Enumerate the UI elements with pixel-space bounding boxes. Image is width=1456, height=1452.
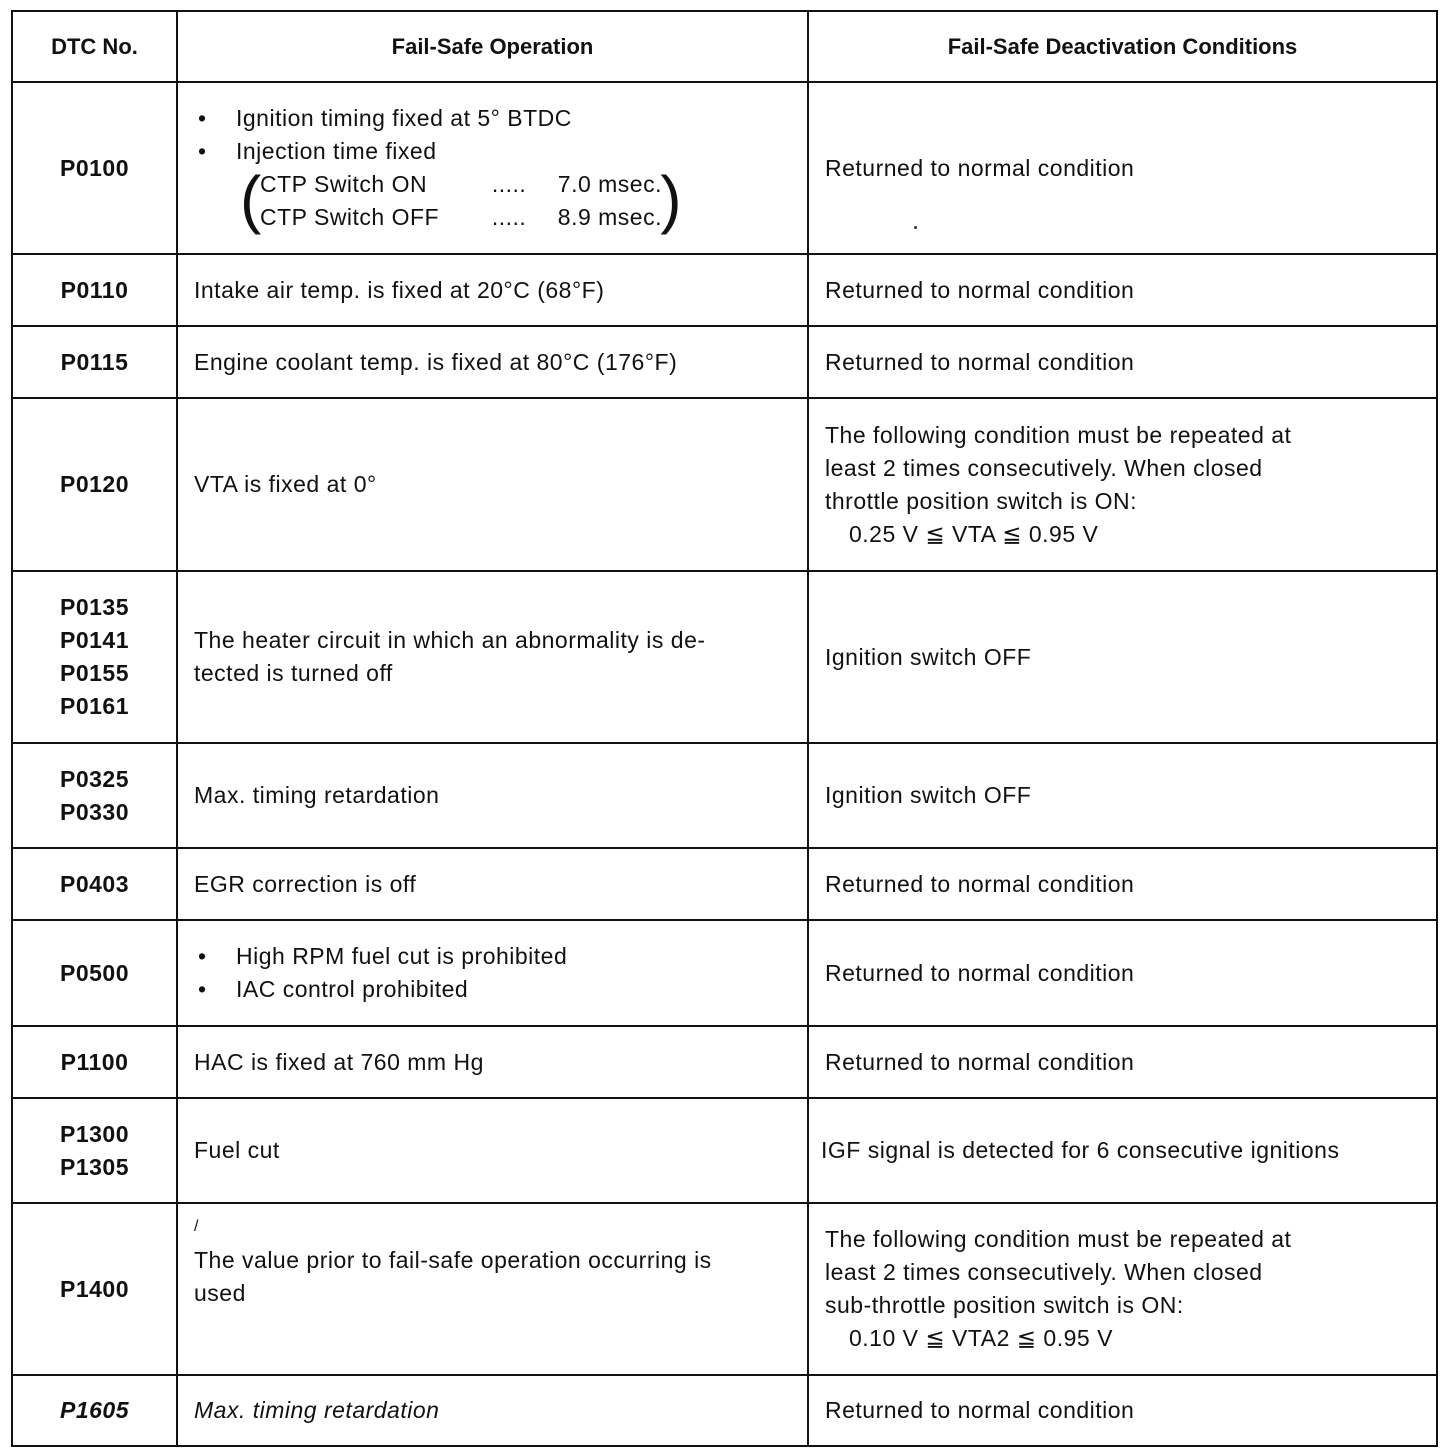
operation-cell: VTA is fixed at 0° — [177, 398, 808, 571]
bullet-icon: • — [198, 976, 207, 1002]
condition-cell: Returned to normal condition — [808, 326, 1437, 398]
vta-formula: 0.25 V ≦ VTA ≦ 0.95 V — [849, 520, 1099, 547]
condition-cell: IGF signal is detected for 6 consecutive ignitions — [808, 1098, 1437, 1203]
stray-mark: / — [194, 1218, 199, 1235]
operation-cell: Engine coolant temp. is fixed at 80°C (176°F) — [177, 326, 808, 398]
condition-cell: Returned to normal condition — [808, 1375, 1437, 1446]
table-row — [12, 82, 1437, 254]
operation-cell: HAC is fixed at 760 mm Hg — [177, 1026, 808, 1098]
header-row — [12, 11, 1437, 82]
dtc-code: P0330 — [59, 798, 129, 825]
dtc-code: P0110 — [60, 276, 129, 303]
operation-cell: Intake air temp. is fixed at 20°C (68°F) — [177, 254, 808, 326]
operation-bullet: • Injection time fixed — [194, 135, 791, 168]
dtc-code: P0155 — [59, 660, 129, 686]
dtc-code: P0135 — [59, 594, 129, 620]
table-row — [12, 398, 1437, 571]
operation-bullet: • Ignition timing fixed at 5° BTDC — [194, 102, 791, 135]
dtc-code: P1400 — [59, 1275, 129, 1302]
operation-cell: Fuel cut — [177, 1098, 808, 1203]
table-row — [12, 848, 1437, 920]
left-paren-icon: ( — [240, 163, 262, 235]
dtc-code: P0120 — [59, 471, 129, 497]
condition-cell: Ignition switch OFF — [808, 571, 1437, 743]
dtc-code-cell — [12, 326, 177, 398]
right-paren-icon: ) — [660, 163, 682, 235]
dtc-code-cell — [12, 848, 177, 920]
dtc-code: P1305 — [59, 1153, 129, 1180]
dtc-code-cell — [12, 1203, 177, 1375]
dtc-code: P0100 — [59, 154, 129, 181]
dtc-code: P0500 — [59, 959, 129, 986]
injection-time-values — [240, 163, 682, 235]
dtc-code: P1100 — [60, 1048, 129, 1075]
operation-cell: Max. timing retardation — [177, 1375, 808, 1446]
condition-cell: The following condition must be repeated at least 2 times consecutively. When closed sub-throttle position switch is ON: 0.10 V ≦ VTA2 ≦ 0.95 V — [808, 1203, 1437, 1375]
operation-cell: Max. timing retardation — [177, 743, 808, 848]
dtc-code-cell — [12, 82, 177, 254]
operation-cell: / The value prior to fail-safe operation occurring is used — [177, 1203, 808, 1375]
dtc-code-cell — [12, 254, 177, 326]
dtc-fail-safe-table — [11, 10, 1438, 1447]
dtc-code: P1605 — [59, 1397, 129, 1423]
table-row — [12, 326, 1437, 398]
vta2-formula: 0.10 V ≦ VTA2 ≦ 0.95 V — [849, 1325, 1113, 1351]
condition-cell: Returned to normal condition — [808, 1026, 1437, 1098]
dtc-code: P0141 — [59, 627, 129, 653]
table-row — [12, 1375, 1437, 1446]
dtc-code-cell — [12, 743, 177, 848]
dtc-code: P0115 — [60, 348, 129, 375]
operation-bullet: • High RPM fuel cut is prohibited — [194, 940, 791, 973]
operation-cell — [177, 920, 808, 1026]
bullet-icon: • — [198, 943, 207, 969]
table-row — [12, 1026, 1437, 1098]
condition-cell: Returned to normal condition — [808, 82, 1437, 254]
dtc-code: P0403 — [59, 870, 129, 897]
dtc-code-cell — [12, 1026, 177, 1098]
ctp-off-row: CTP Switch OFF ..... 8.9 msec. — [260, 204, 662, 230]
header-deactivation-conditions: Fail-Safe Deactivation Conditions — [808, 11, 1437, 82]
table-row — [12, 571, 1437, 743]
header-dtc-no: DTC No. — [12, 11, 177, 82]
dtc-code-cell — [12, 398, 177, 571]
operation-cell: EGR correction is off — [177, 848, 808, 920]
condition-cell: Returned to normal condition — [808, 920, 1437, 1026]
table-row — [12, 254, 1437, 326]
bullet-icon: • — [198, 105, 207, 131]
condition-cell: Ignition switch OFF — [808, 743, 1437, 848]
scan-speck — [914, 226, 917, 229]
ctp-on-row: CTP Switch ON ..... 7.0 msec. — [260, 171, 662, 197]
condition-cell: The following condition must be repeated at least 2 times consecutively. When closed throttle position switch is ON: 0.25 V ≦ VTA ≦ 0.95 V — [808, 398, 1437, 571]
dtc-code: P0325 — [59, 765, 129, 792]
condition-cell: Returned to normal condition — [808, 848, 1437, 920]
dtc-code: P0161 — [59, 693, 129, 719]
dtc-code-cell — [12, 1375, 177, 1446]
table-row — [12, 1098, 1437, 1203]
operation-bullet: • IAC control prohibited — [194, 973, 791, 1006]
dtc-code-cell — [12, 920, 177, 1026]
dtc-code: P1300 — [59, 1120, 129, 1147]
operation-cell — [177, 82, 808, 254]
dtc-code-cell — [12, 571, 177, 743]
bullet-icon: • — [198, 138, 207, 164]
operation-cell: The heater circuit in which an abnormality is de- tected is turned off — [177, 571, 808, 743]
header-fail-safe-operation: Fail-Safe Operation — [177, 11, 808, 82]
condition-cell: Returned to normal condition — [808, 254, 1437, 326]
table-row — [12, 743, 1437, 848]
table-row — [12, 1203, 1437, 1375]
dtc-code-cell — [12, 1098, 177, 1203]
table-row — [12, 920, 1437, 1026]
